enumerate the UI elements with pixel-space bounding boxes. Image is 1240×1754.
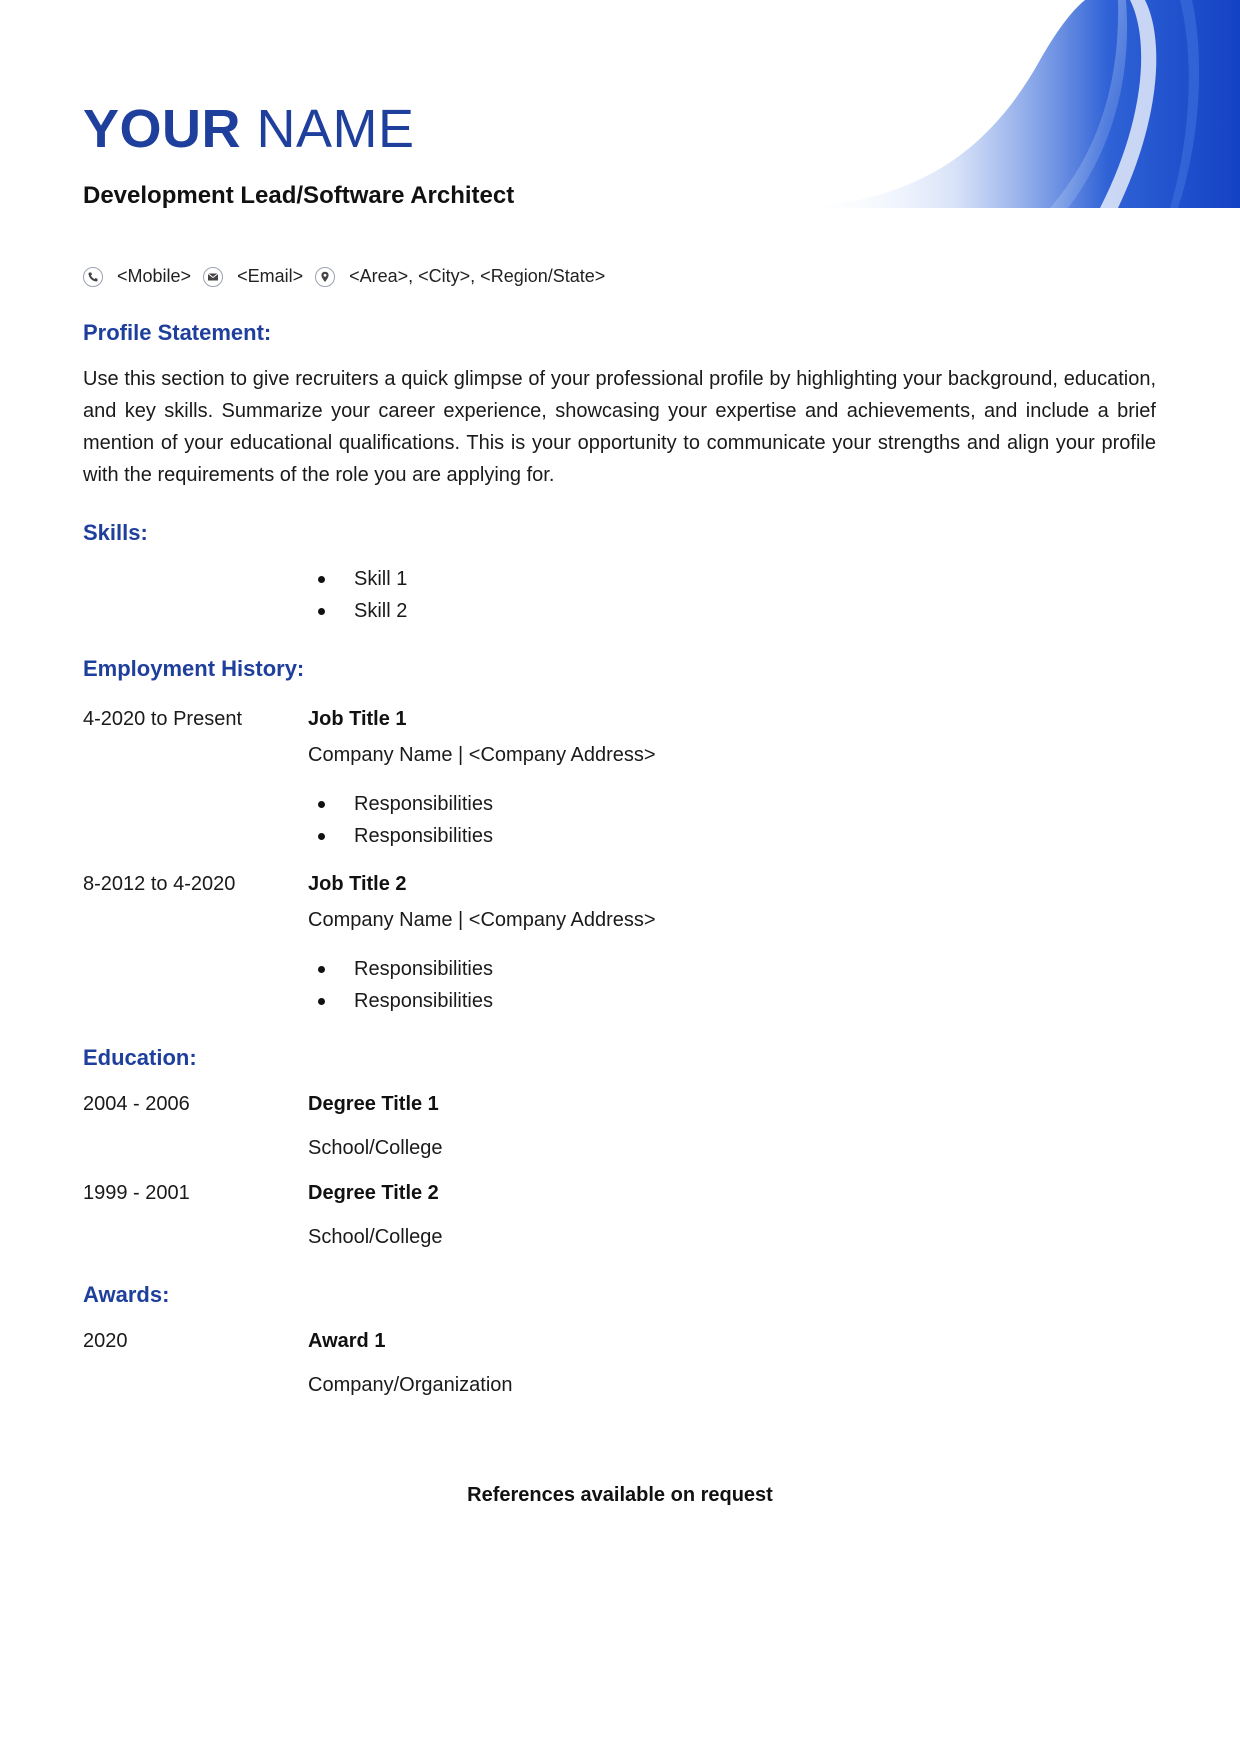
email-text: <Email>	[237, 266, 304, 286]
decorative-blue-swoosh	[800, 0, 1240, 208]
degree-title: Degree Title 1	[308, 1093, 439, 1115]
responsibility-item: Responsibilities	[310, 820, 493, 852]
job-dates: 8-2012 to 4-2020	[83, 873, 236, 895]
education-dates: 2004 - 2006	[83, 1093, 190, 1115]
education-dates: 1999 - 2001	[83, 1182, 190, 1204]
education-heading: Education:	[83, 1045, 197, 1070]
contact-line	[83, 266, 617, 287]
skill-item: Skill 1	[310, 563, 407, 595]
school-name: School/College	[308, 1137, 443, 1159]
job-title: Job Title 2	[308, 873, 407, 895]
job-company: Company Name | <Company Address>	[308, 909, 656, 931]
candidate-name	[83, 99, 415, 159]
award-year: 2020	[83, 1330, 128, 1352]
school-name: School/College	[308, 1226, 443, 1248]
skills-heading: Skills:	[83, 520, 148, 545]
responsibility-item: Responsibilities	[310, 953, 493, 985]
skill-item: Skill 2	[310, 595, 407, 627]
award-title: Award 1	[308, 1330, 386, 1352]
skills-list	[310, 563, 407, 627]
job-dates: 4-2020 to Present	[83, 708, 242, 730]
degree-title: Degree Title 2	[308, 1182, 439, 1204]
employment-heading: Employment History:	[83, 656, 305, 681]
name-first: YOUR	[83, 99, 242, 159]
name-last: NAME	[256, 99, 415, 159]
responsibility-item: Responsibilities	[310, 788, 493, 820]
job-company: Company Name | <Company Address>	[308, 744, 656, 766]
job-responsibilities	[310, 788, 493, 852]
award-organization: Company/Organization	[308, 1374, 513, 1396]
job-role-title: Development Lead/Software Architect	[83, 182, 515, 209]
job-title: Job Title 1	[308, 708, 407, 730]
references-note: References available on request	[467, 1484, 773, 1506]
phone-icon	[83, 267, 103, 287]
mobile-text: <Mobile>	[117, 266, 192, 286]
responsibility-item: Responsibilities	[310, 985, 493, 1017]
profile-heading: Profile Statement:	[83, 320, 272, 345]
location-text: <Area>, <City>, <Region/State>	[349, 266, 606, 286]
profile-text: Use this section to give recruiters a quick glimpse of your professional profile by highlighting your background, education, and key skills. Summarize your career experience, showcasing your expertise and achievements, and include a brief mention of your educational qualifications. This is your opportunity to communicate your strengths and align your profile with the requirements of the role you are applying for.	[83, 368, 1156, 486]
location-pin-icon	[315, 267, 335, 287]
email-icon	[203, 267, 223, 287]
job-responsibilities	[310, 953, 493, 1017]
awards-heading: Awards:	[83, 1282, 170, 1307]
